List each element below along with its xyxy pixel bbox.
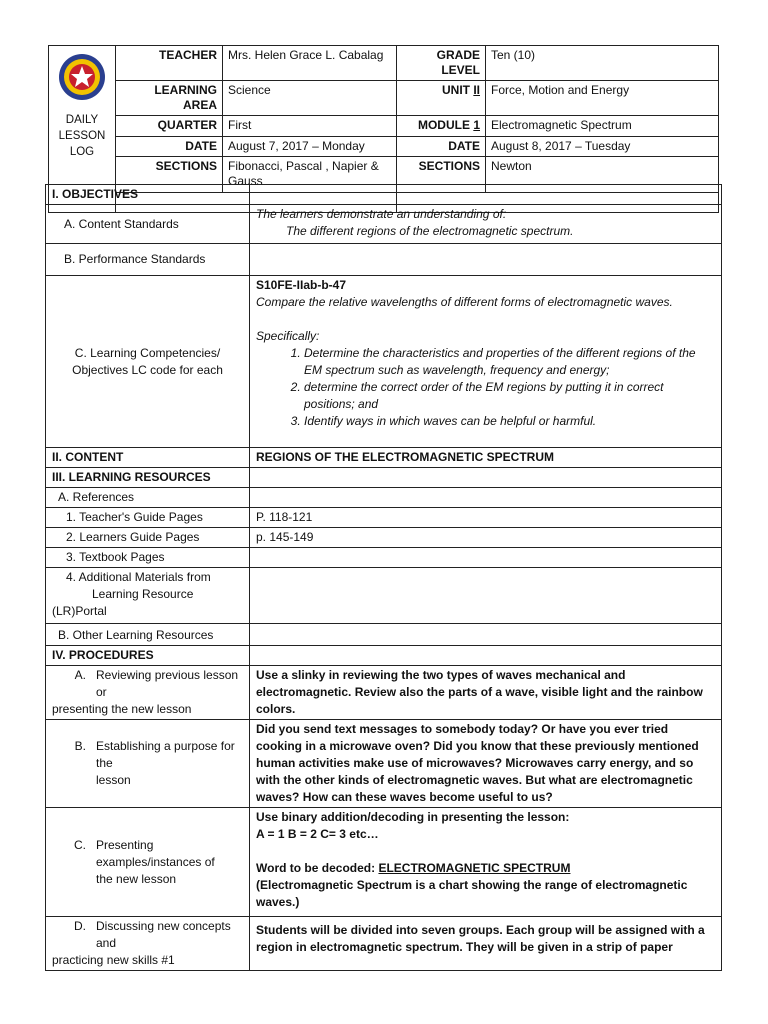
date-label-2: DATE — [397, 137, 486, 157]
additional-materials-value — [250, 568, 722, 624]
unit-value: Force, Motion and Energy — [486, 81, 719, 116]
competencies-value — [250, 276, 722, 448]
sections-label-1: SECTIONS — [116, 157, 223, 193]
teacher-value: Mrs. Helen Grace L. Cabalag — [223, 46, 397, 81]
procedure-d-text: Students will be divided into seven groups. Each group will be assigned with a region in electromagnetic spectrum. They will be given in a strip of paper — [250, 917, 722, 971]
quarter-label: QUARTER — [116, 116, 223, 137]
teachers-guide-value: P. 118-121 — [250, 508, 722, 528]
content-heading: II. CONTENT — [46, 448, 250, 468]
specifically-label: Specifically: — [256, 329, 320, 343]
sections-value-2: Newton — [486, 157, 719, 193]
textbook-value — [250, 548, 722, 568]
date-value-1: August 7, 2017 – Monday — [223, 137, 397, 157]
date-value-2: August 8, 2017 – Tuesday — [486, 137, 719, 157]
performance-standards-value — [250, 244, 722, 276]
lesson-log-table — [45, 184, 722, 971]
content-standards-label: A. Content Standards — [46, 205, 250, 244]
lc-code: S10FE-IIab-b-47 — [256, 278, 347, 292]
objectives-blank — [250, 185, 722, 205]
resources-blank — [250, 468, 722, 488]
quarter-value: First — [223, 116, 397, 137]
textbook-label: 3. Textbook Pages — [46, 548, 250, 568]
procedures-blank — [250, 646, 722, 666]
list-item: 2. determine the correct order of the EM regions by putting it in correct positions; and — [304, 379, 715, 413]
grade-level-value: Ten (10) — [486, 46, 719, 81]
references-label: A. References — [46, 488, 250, 508]
deped-seal-icon — [57, 52, 107, 102]
procedure-a-text: Use a slinky in reviewing the two types of waves mechanical and electromagnetic. Review also the parts of a wave, visible light and the rainbow colors. — [250, 666, 722, 720]
learners-guide-label: 2. Learners Guide Pages — [46, 528, 250, 548]
other-resources-label: B. Other Learning Resources — [46, 624, 250, 646]
teachers-guide-label: 1. Teacher's Guide Pages — [46, 508, 250, 528]
log-title: DAILY LESSON LOG — [58, 114, 106, 158]
procedure-a-label: A. Reviewing previous lesson or presenting the new lesson — [46, 666, 250, 720]
references-blank — [250, 488, 722, 508]
learning-area-value: Science — [223, 81, 397, 116]
other-resources-value — [250, 624, 722, 646]
teacher-label: TEACHER — [116, 46, 223, 81]
sections-label-2: SECTIONS — [397, 157, 486, 193]
objectives-list — [256, 345, 715, 430]
date-label-1: DATE — [116, 137, 223, 157]
learning-area-label: LEARNING AREA — [116, 81, 223, 116]
learners-guide-value: p. 145-149 — [250, 528, 722, 548]
sections-value-1: Fibonacci, Pascal , Napier & Gauss — [223, 157, 397, 193]
procedure-c-label: C. Presenting examples/instances of the new lesson — [46, 808, 250, 917]
grade-level-label: GRADE LEVEL — [397, 46, 486, 81]
objectives-heading: I. OBJECTIVES — [46, 185, 250, 205]
content-value: REGIONS OF THE ELECTROMAGNETIC SPECTRUM — [250, 448, 722, 468]
module-value: Electromagnetic Spectrum — [486, 116, 719, 137]
procedure-b-text: Did you send text messages to somebody today? Or have you ever tried cooking in a microwave oven? Did you know that these previously mentioned human activities make use of microwaves? Microwaves carry energy, and so with the other kinds of electromagnetic waves. But what are electromagnetic waves? How can these waves become useful to us? — [250, 720, 722, 808]
competencies-label: C. Learning Competencies/ Objectives LC code for each — [46, 276, 250, 448]
unit-label: UNIT II — [397, 81, 486, 116]
performance-standards-label: B. Performance Standards — [46, 244, 250, 276]
resources-heading: III. LEARNING RESOURCES — [46, 468, 250, 488]
list-item: 1. Determine the characteristics and properties of the different regions of the EM spectrum such as wavelength, frequency and energy; — [304, 345, 715, 379]
procedure-b-label: B. Establishing a purpose for the lesson — [46, 720, 250, 808]
procedure-c-text: Use binary addition/decoding in presenting the lesson: A = 1 B = 2 C= 3 etc… Word to be decoded: ELECTROMAGNETIC SPECTRUM (Electromagnetic Spectrum is a chart showing the range of electromagnetic waves.) — [250, 808, 722, 917]
procedures-heading: IV. PROCEDURES — [46, 646, 250, 666]
module-label: MODULE 1 — [397, 116, 486, 137]
procedure-d-label: D. Discussing new concepts and practicing new skills #1 — [46, 917, 250, 971]
content-standards-value: The learners demonstrate an understanding of: The different regions of the electromagnetic spectrum. — [250, 205, 722, 244]
list-item: 3. Identify ways in which waves can be helpful or harmful. — [304, 413, 715, 430]
lc-text: Compare the relative wavelengths of different forms of electromagnetic waves. — [256, 295, 673, 309]
decode-word: ELECTROMAGNETIC SPECTRUM — [378, 861, 571, 875]
additional-materials-label: 4. Additional Materials from Learning Resource (LR)Portal — [46, 568, 250, 624]
